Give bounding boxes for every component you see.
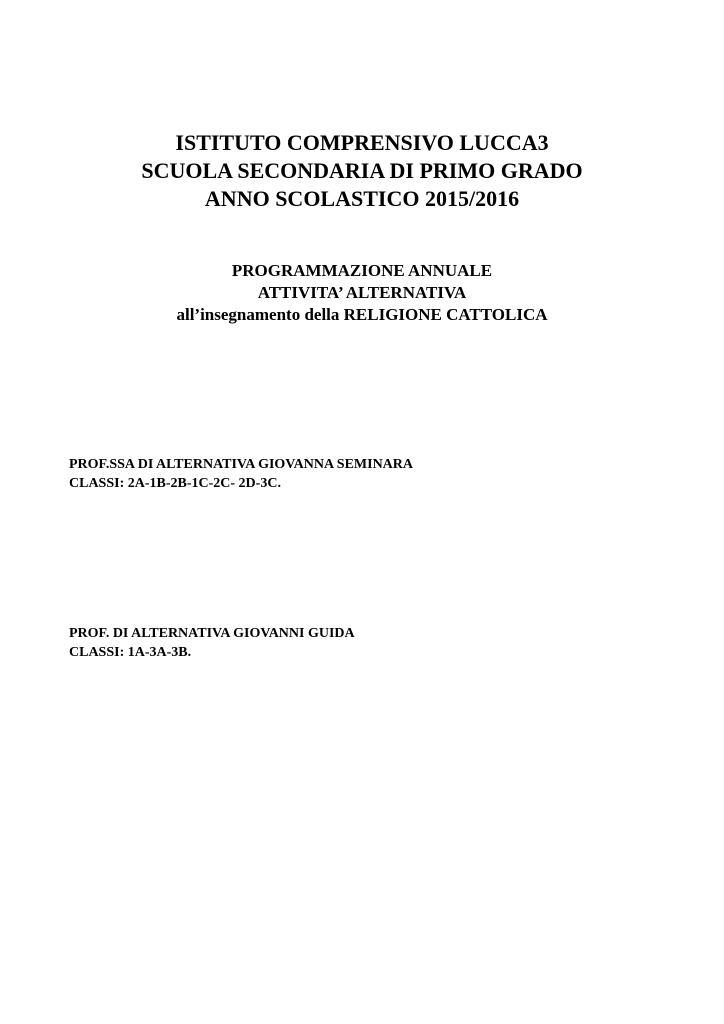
- school-level: SCUOLA SECONDARIA DI PRIMO GRADO: [141, 158, 583, 183]
- program-subject: ATTIVITA’ ALTERNATIVA: [257, 283, 467, 302]
- teacher-classes: CLASSI: 2A-1B-2B-1C-2C- 2D-3C.: [69, 476, 281, 491]
- teacher-info-1: [69, 455, 669, 493]
- teacher-info-2: [69, 624, 669, 662]
- school-header: [0, 129, 724, 213]
- program-context: all’insegnamento della RELIGIONE CATTOLICA: [176, 305, 548, 324]
- program-heading: PROGRAMMAZIONE ANNUALE: [231, 261, 493, 280]
- teacher-name: PROF.SSA DI ALTERNATIVA GIOVANNA SEMINARA: [69, 457, 414, 472]
- teacher-classes: CLASSI: 1A-3A-3B.: [69, 645, 192, 660]
- program-title: [0, 260, 724, 326]
- school-year: ANNO SCOLASTICO 2015/2016: [204, 186, 520, 211]
- institute-name: ISTITUTO COMPRENSIVO LUCCA3: [175, 130, 549, 155]
- teacher-name: PROF. DI ALTERNATIVA GIOVANNI GUIDA: [69, 626, 355, 641]
